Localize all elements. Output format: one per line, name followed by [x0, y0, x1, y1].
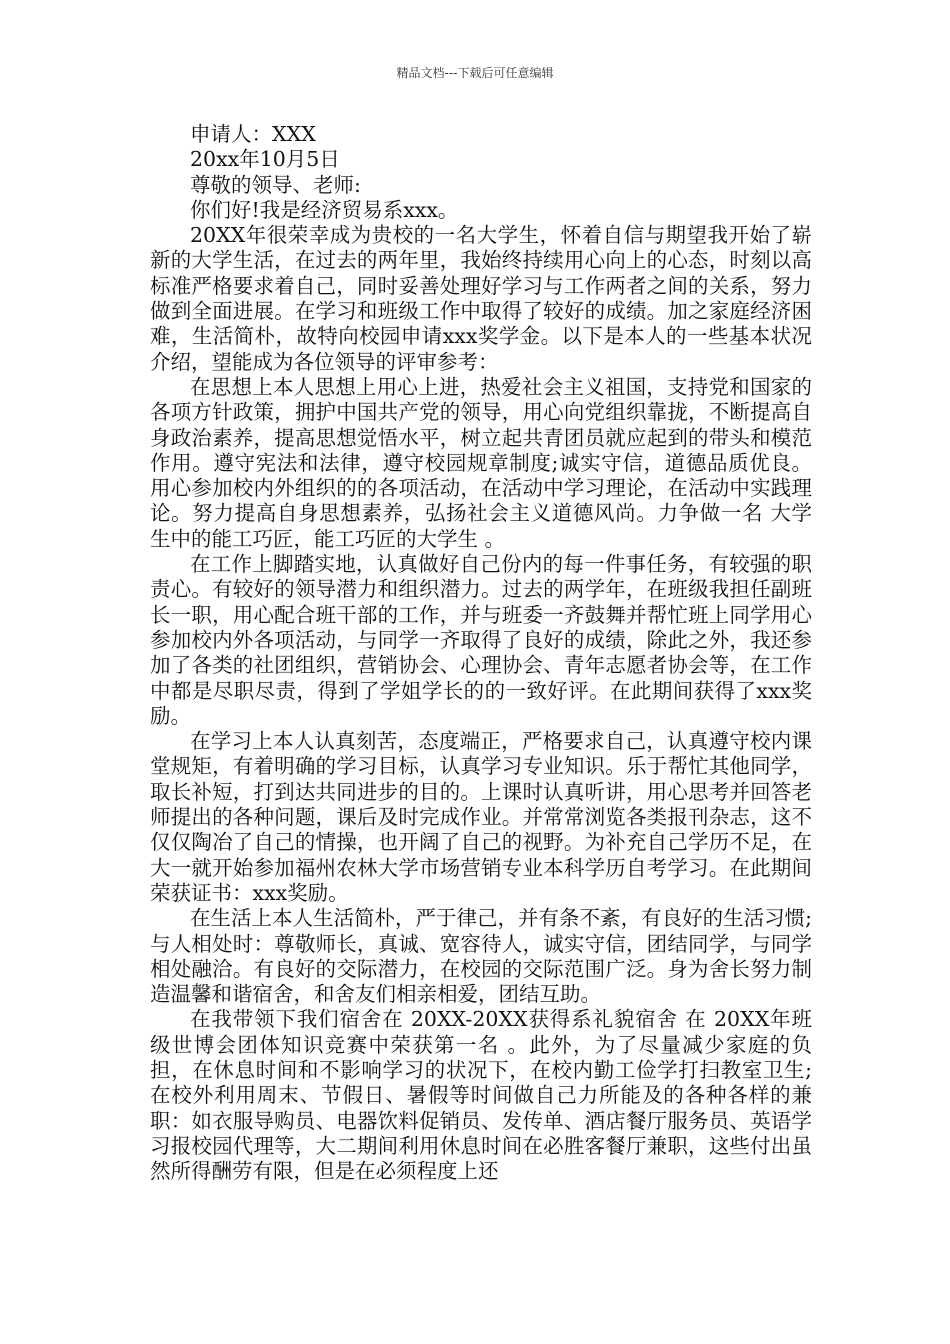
document-body	[150, 122, 812, 1184]
paragraph-life: 在生活上本人生活简朴，严于律己，并有条不紊，有良好的生活习惯;与人相处时：尊敬师长，真诚、宽容待人，诚实守信，团结同学，与同学相处融洽。有良好的交际潜力，在校园的交际范围广泛。身为舍长努力制造温馨和谐宿舍，和舍友们相亲相爱，团结互助。	[150, 906, 812, 1007]
greeting-line: 你们好!我是经济贸易系xxx。	[190, 197, 459, 222]
date-line: 20xx年10月5日	[190, 147, 340, 172]
paragraph-work: 在工作上脚踏实地，认真做好自己份内的每一件事任务，有较强的职责心。有较好的领导潜力和组织潜力。过去的两学年，在班级我担任副班长一职，用心配合班干部的工作，并与班委一齐鼓舞并帮忙班上同学用心参加校内外各项活动，与同学一齐取得了良好的成绩，除此之外，我还参加了各类的社团组织，营销协会、心理协会、青年志愿者协会等，在工作中都是尽职尽责，得到了学姐学长的的一致好评。在此期间获得了xxx奖励。	[150, 552, 812, 728]
page-header: 精品文档---下载后可任意编辑	[396, 66, 554, 80]
paragraph-intro: 20XX年很荣幸成为贵校的一名大学生，怀着自信与期望我开始了崭新的大学生活，在过去的两年里，我始终持续用心向上的心态，时刻以高标准严格要求着自己，同时妥善处理好学习与工作两者之间的关系，努力做到全面进展。在学习和班级工作中取得了较好的成绩。加之家庭经济困难，生活简朴，故特向校园申请xxx奖学金。以下是本人的一些基本状况介绍，望能成为各位领导的评审参考：	[150, 223, 812, 374]
salutation-line: 尊敬的领导、老师:	[190, 172, 361, 197]
paragraph-study: 在学习上本人认真刻苦，态度端正，严格要求自己，认真遵守校内课堂规矩，有着明确的学习目标，认真学习专业知识。乐于帮忙其他同学，取长补短，打到达共同进步的目的。上课时认真听讲，用心思考并回答老师提出的各种问题，课后及时完成作业。并常常浏览各类报刊杂志，这不仅仅陶冶了自己的情操，也开阔了自己的视野。为补充自己学历不足，在大一就开始参加福州农林大学市场营销专业本科学历自考学习。在此期间荣获证书：xxx奖励。	[150, 729, 812, 905]
applicant-line: 申请人：XXX	[190, 122, 316, 146]
paragraph-ideology: 在思想上本人思想上用心上进，热爱社会主义祖国，支持党和国家的各项方针政策，拥护中国共产党的领导，用心向党组织靠拢，不断提高自身政治素养，提高思想觉悟水平，树立起共青团员就应起到的带头和模范作用。遵守宪法和法律，遵守校园规章制度;诚实守信，道德品质优良。用心参加校内外组织的的各项活动，在活动中学习理论，在活动中实践理论。努力提高自身思想素养，弘扬社会主义道德风尚。力争做一名 大学生中的能工巧匠，能工巧匠的大学生 。	[150, 374, 812, 551]
paragraph-dormitory: 在我带领下我们宿舍在 20XX-20XX获得系礼貌宿舍 在 20XX年班级世博会团体知识竞赛中荣获第一名 。此外，为了尽量减少家庭的负担，在休息时间和不影响学习的状况下，在校内勤工俭学打扫教室卫生;在校外利用周末、节假日、暑假等时间做自己力所能及的各种各样的兼职：如衣服导购员、电器饮料促销员、发传单、酒店餐厅服务员、英语学习报校园代理等，大二期间利用休息时间在必胜客餐厅兼职，这些付出虽然所得酬劳有限，但是在必须程度上还	[150, 1007, 812, 1184]
